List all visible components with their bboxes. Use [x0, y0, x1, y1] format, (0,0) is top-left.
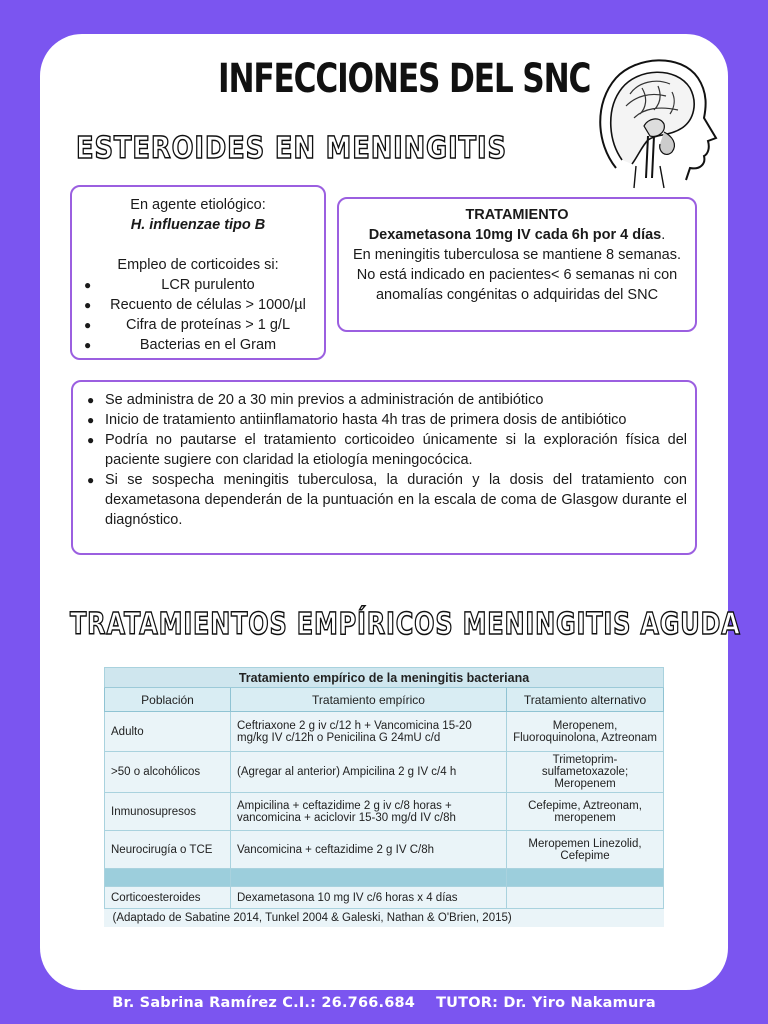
bullet-icon: ● [84, 298, 92, 312]
etiology-agent: H. influenzae tipo B [130, 217, 266, 233]
list-item: ● Cifra de proteínas > 1 g/L [78, 315, 318, 335]
table-row: Neurocirugía o TCE Vancomicina + ceftazidime 2 g IV C/8h Meropemen Linezolid, Cefepime [105, 831, 664, 869]
table-source-note: (Adaptado de Sabatine 2014, Tunkel 2004 & Galeski, Nathan & O'Brien, 2015) [105, 909, 664, 928]
treatment-box [337, 197, 697, 332]
page-title: INFECCIONES DEL SNC [218, 56, 591, 102]
list-item: ● Podría no pautarse el tratamiento corticoideo únicamente si la exploración física del paciente sugiere con claridad la etiología meningocócica. [87, 432, 687, 468]
column-header: Tratamiento alternativo [507, 688, 664, 712]
column-header: Población [105, 688, 231, 712]
administration-list [87, 390, 687, 530]
bullet-icon: ● [84, 338, 92, 352]
list-item: ● Bacterias en el Gram [78, 335, 318, 355]
bullet-icon: ● [87, 433, 95, 447]
bullet-icon: ● [87, 393, 95, 407]
author-footer: Br. Sabrina Ramírez C.I.: 26.766.684 TUTOR: Dr. Yiro Nakamura [112, 995, 656, 1011]
treatment-dose: Dexametasona 10mg IV cada 6h por 4 días. [368, 227, 666, 243]
section-title-steroids: ESTEROIDES EN MENINGITIS [76, 131, 507, 166]
corticoid-criteria-list [78, 275, 318, 355]
list-item: ● Recuento de células > 1000/µl [78, 295, 318, 315]
etiology-label: En agente etiológico: [130, 197, 266, 213]
table-row [105, 869, 664, 887]
treatment-heading: TRATAMIENTO [465, 207, 569, 223]
treatment-body: En meningitis tuberculosa se mantiene 8 semanas. No está indicado en pacientes< 6 semanas ni con anomalías congénitas o adquiridas del SNC [352, 247, 682, 303]
bullet-icon: ● [87, 473, 95, 487]
table-row: >50 o alcohólicos (Agregar al anterior) Ampicilina 2 g IV c/4 h Trimetoprim-sulfametoxazole; Meropenem [105, 752, 664, 793]
table-row: Adulto Ceftriaxone 2 g iv c/12 h + Vancomicina 15-20 mg/kg IV c/12h o Penicilina G 24mU c/d Meropenem, Fluoroquinolona, Aztreonam [105, 712, 664, 752]
list-item: ● Inicio de tratamiento antiinflamatorio hasta 4h tras de primera dosis de antibiótico [87, 412, 627, 428]
list-item: ● Se administra de 20 a 30 min previos a administración de antibiótico [87, 392, 544, 408]
section-title-empirical: TRATAMIENTOS EMPÍRICOS MENINGITIS AGUDA [70, 607, 741, 642]
table-row: Corticoesteroides Dexametasona 10 mg IV c/6 horas x 4 días [105, 887, 664, 909]
table-row: Inmunosupresos Ampicilina + ceftazidime 2 g iv c/8 horas + vancomicina + aciclovir 15-30 mg/d IV c/8h Cefepime, Aztreonam, meropenem [105, 793, 664, 831]
table-caption: Tratamiento empírico de la meningitis bacteriana [105, 668, 664, 688]
list-item: ● Si se sospecha meningitis tuberculosa, la duración y la dosis del tratamiento con dexametasona dependerán de la puntuación en la escala de coma de Glasgow durante el diagnóstico. [87, 472, 687, 528]
administration-box [71, 380, 697, 555]
bullet-icon: ● [87, 413, 95, 427]
bullet-icon: ● [84, 318, 92, 332]
etiology-box [70, 185, 326, 360]
corticoid-use-label: Empleo de corticoides si: [117, 257, 279, 273]
empirical-treatment-table [104, 667, 664, 927]
column-header: Tratamiento empírico [231, 688, 507, 712]
list-item: ● LCR purulento [78, 275, 318, 295]
head-brain-icon [586, 48, 722, 190]
bullet-icon: ● [84, 278, 92, 292]
